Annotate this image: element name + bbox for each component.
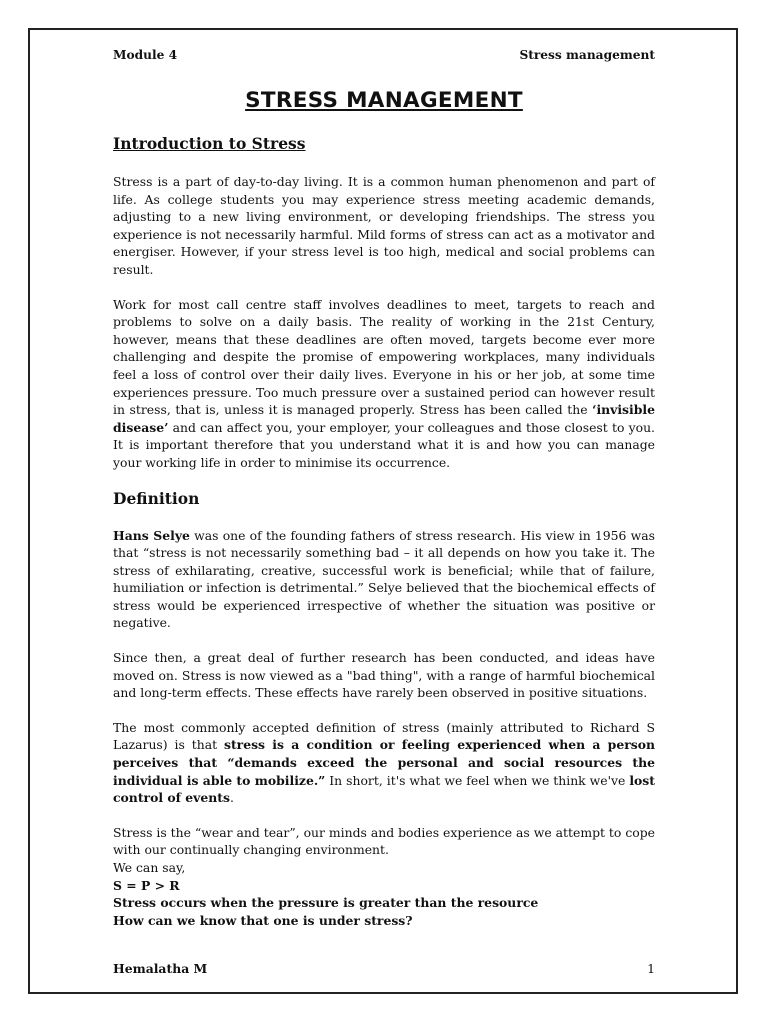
header-module: Module 4 — [113, 48, 178, 62]
running-header — [113, 47, 655, 63]
page-content — [113, 47, 655, 929]
definition-p3-text-b: In short, it's what we feel when we think we've — [325, 772, 630, 788]
header-topic: Stress management — [519, 48, 655, 62]
stress-formula: S = P > R — [113, 877, 180, 893]
document-title: STRESS MANAGEMENT — [245, 88, 523, 113]
stress-question: How can we know that one is under stress? — [113, 912, 413, 928]
definition-paragraph-4: Stress is the “wear and tear”, our minds and bodies experience as we attempt to cope with our continually changing environment. — [113, 824, 655, 858]
we-can-say: We can say, — [113, 860, 186, 875]
definition-paragraph-3 — [113, 719, 655, 807]
page-footer — [113, 960, 655, 977]
intro-p2-text-b: and can affect you, your employer, your colleagues and those closest to you. It is important therefore that you understand what it is and how you can manage your working life in order to minimise its occurrence. — [113, 419, 655, 470]
definition-p3-text-a: The most commonly accepted definition of stress (mainly attributed to Richard S Lazarus) is that — [113, 719, 655, 753]
definition-p1-text: was one of the founding fathers of stress research. His view in 1956 was that “stress is not necessarily something bad – it all depends on how you take it. The stress of exhilarating, creative, successful work is beneficial; while that of failure, humiliation or infection is detrimental.” Selye believed that the biochemical effects of stress would be experienced irrespective of whether the situation was positive or negative. — [113, 527, 656, 631]
selye-name: Hans Selye — [113, 527, 190, 543]
intro-p2-emphasis: ‘invisible disease’ — [113, 402, 655, 435]
formula-meaning: Stress occurs when the pressure is greater than the resource — [113, 895, 539, 911]
intro-paragraph-1: Stress is a part of day-to-day living. It is a common human phenomenon and part of life. As college students you may experience stress meeting academic demands, adjusting to a new living environment, or developing friendships. The stress you experience is not necessarily harmful. Mild forms of stress can act as a motivator and energiser. However, if your stress level is too high, medical and social problems can result. — [113, 174, 655, 277]
definition-p3-emphasis-2: lost control of events — [113, 772, 655, 806]
definition-p3-emphasis-1: stress is a condition or feeling experienced when a person perceives that “demands exceed the personal and social resources the individual is able to mobilize.” — [113, 737, 656, 788]
definition-heading: Definition — [113, 488, 200, 508]
definition-paragraph-1 — [113, 527, 655, 633]
intro-p2-text-a: Work for most call centre staff involves deadlines to meet, targets to reach and problems to solve on a daily basis. The reality of working in the 21st Century, however, means that these deadlines are often moved, targets become ever more challenging and despite the promise of empowering workplaces, many individuals feel a loss of control over their daily lives. Everyone in his or her job, at some time experiences pressure. Too much pressure over a sustained period can however result in stress, that is, unless it is managed properly. Stress has been called the — [113, 296, 655, 418]
intro-paragraph-2 — [113, 296, 655, 472]
footer-author: Hemalatha M — [113, 961, 208, 976]
definition-p3-text-c: . — [229, 790, 234, 806]
footer-page-number: 1 — [647, 961, 655, 976]
definition-paragraph-2: Since then, a great deal of further research has been conducted, and ideas have moved on. Stress is now viewed as a "bad thing", with a range of harmful biochemical and long-term effects. These effects have rarely been observed in positive situations. — [113, 650, 655, 701]
intro-heading: Introduction to Stress — [113, 134, 306, 153]
